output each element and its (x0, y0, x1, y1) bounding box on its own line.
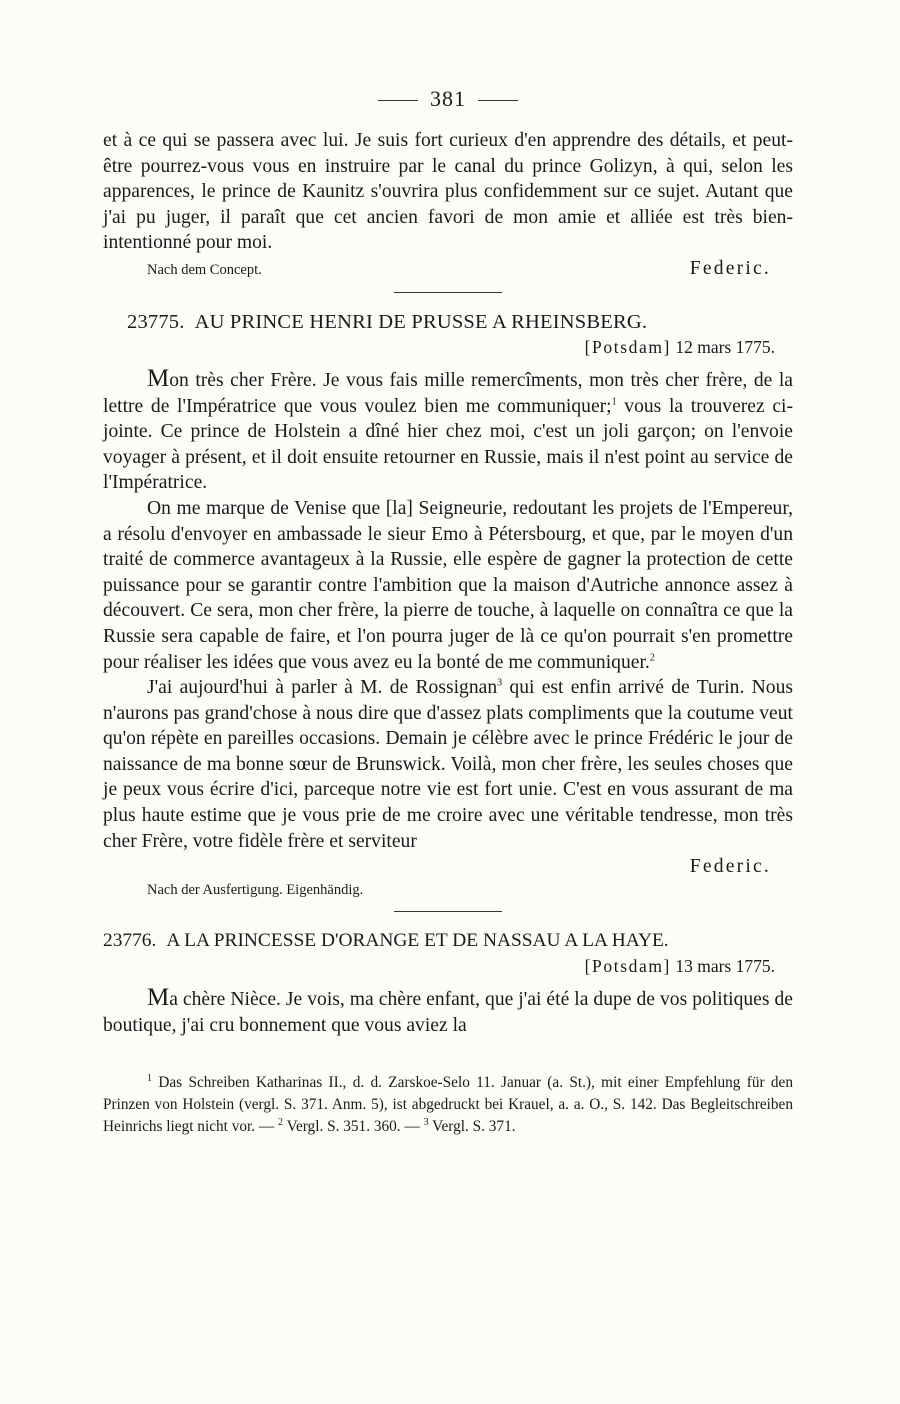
letter-closing (103, 856, 793, 878)
footnote-block (103, 1072, 793, 1138)
document-page (103, 86, 793, 1138)
source-note: Nach der Ausfertigung. Eigenhändig. (147, 882, 364, 899)
letter-paragraph: Mon très cher Frère. Je vous fais mille remercîments, mon très cher frère, de la lettre de l'Impératrice que vous voulez bien me communiquer;$^1$ vous la trouverez ci-jointe. Ce prince de Holstein a dîné hier chez moi, c'est un joli garçon; on l'envoie voyager à présent, et il doit ensuite retourner en Russie, mais il n'est point au service de l'Impératrice. (103, 364, 794, 494)
header-dash-left (378, 100, 418, 101)
letter-dateline (103, 337, 793, 358)
footnote-ref: 2 (649, 651, 655, 663)
letter-paragraph: J'ai aujourd'hui à parler à M. de Rossignan$^3$ qui est enfin arrivé de Turin. Nous n'aurons pas grand'chose à nous dire que d'assez plats compliments que la coutume veut qu'on répète en pareilles occasions. Demain je célèbre avec le prince Frédéric le jour de naissance de ma bonne sœur de Brunswick. Voilà, mon cher frère, les seules choses que je peux vous écrire d'ici, parceque notre vie est fort unie. C'est en vous assurant de ma plus haute estime que je vous prie de me croire avec une véritable tendresse, mon très cher Frère, votre fidèle frère et serviteur (103, 677, 793, 852)
page-number: 381 (430, 86, 466, 111)
salutation-initial: M (147, 984, 170, 1012)
source-note: Nach dem Concept. (147, 261, 262, 278)
header-dash-right (478, 100, 518, 101)
section-divider (394, 911, 502, 912)
footnote-mark: 3 (423, 1117, 429, 1129)
continuation-paragraph: et à ce qui se passera avec lui. Je suis fort curieux d'en apprendre des détails, et peut-être pourrez-vous vous en instruire par le canal du prince Golizyn, à qui, selon les apparences, le prince de Kaunitz s'ouvrira plus confidemment sur ce sujet. Autant que j'ai pu juger, il paraît que cet ancien favori de mon amie et alliée est très bien-intentionné pour moi. (103, 130, 793, 254)
letter-title: AU PRINCE HENRI DE PRUSSE A RHEINSBERG. (194, 310, 648, 333)
dateline-date: 13 mars 1775. (675, 956, 775, 977)
footnote-ref: 1 (611, 396, 617, 408)
page-header (103, 86, 793, 112)
letter-number: 23775. (127, 310, 185, 333)
footnote-text: Vergl. S. 371. (428, 1118, 516, 1136)
letter-heading (103, 928, 793, 954)
signature: Federic. (689, 856, 771, 878)
dateline-place: [Potsdam] (584, 336, 671, 357)
letter-number: 23776. (103, 930, 157, 952)
salutation-initial: M (147, 364, 170, 392)
letter-title: A LA PRINCESSE D'ORANGE ET DE NASSAU A LA HAYE. (166, 930, 669, 952)
footnote-text: Das Schreiben Katharinas II., d. d. Zarskoe-Selo 11. Januar (a. St.), mit einer Empfehlung für den Prinzen von Holstein (vergl. S. 371. Anm. 5), ist abgedruckt bei Krauel, a. a. O., S. 142. Das Begleitschreiben Heinrichs liegt nicht vor. — (103, 1074, 793, 1136)
letter-paragraph: Ma chère Nièce. Je vois, ma chère enfant, que j'ai été la dupe de vos politiques de boutique, j'ai cru bonnement que vous aviez la (103, 984, 793, 1036)
footnotes (103, 1072, 793, 1138)
footnote-text: Vergl. S. 351. 360. — (283, 1118, 424, 1136)
letter-heading (103, 309, 793, 335)
letter-paragraph: On me marque de Venise que [la] Seigneurie, redoutant les projets de l'Empereur, a résolu d'envoyer en ambassade le sieur Emo à Pétersbourg, et que, par le moyen d'un traité de commerce avantageux à la Russie, elle espère de gagner la protection de cette puissance pour se garantir contre l'ambition que la maison d'Autriche annonce assez à découvert. Ce sera, mon cher frère, la pierre de touche, à laquelle on connaîtra ce que la Russie sera capable de faire, et l'on pourra juger de là ce qu'on pourrait s'en promettre pour réaliser les idées que vous avez eu la bonté de me communiquer.$^2$ (103, 497, 793, 673)
footnote-ref: 3 (497, 677, 503, 689)
footnote-mark: 2 (278, 1117, 284, 1129)
dateline-date: 12 mars 1775. (675, 336, 775, 357)
signature: Federic. (689, 257, 771, 279)
dateline-place: [Potsdam] (584, 956, 671, 977)
section-divider (394, 292, 502, 293)
top-closing (103, 258, 793, 280)
letter-dateline (103, 956, 793, 977)
footnote-mark: 1 (147, 1073, 152, 1085)
